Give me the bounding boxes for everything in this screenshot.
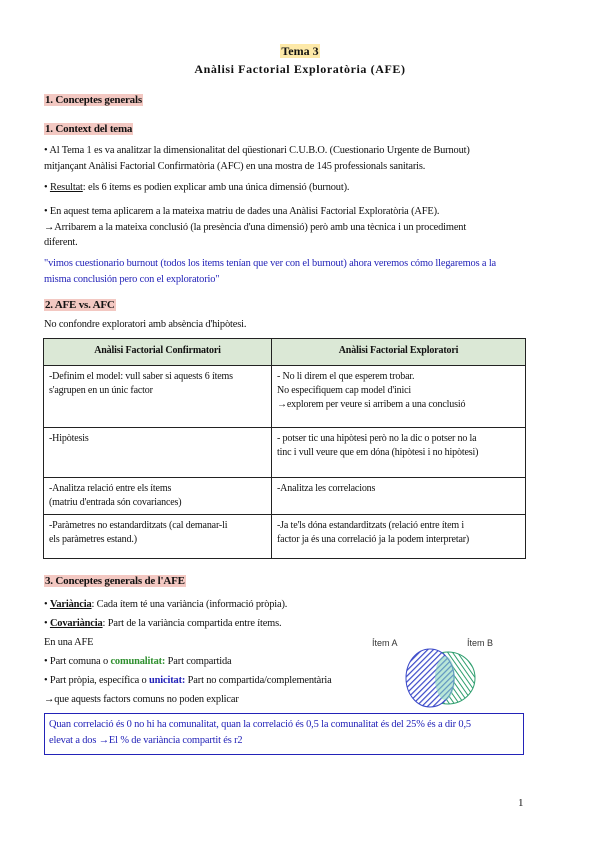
table-cell: -Definim el model: vull saber si aquests 6 ítems s'agrupen en un únic factor	[44, 366, 272, 428]
variance-definition: • Variància: Cada ítem té una variància (informació pròpia).	[44, 599, 288, 610]
table-row	[44, 428, 526, 478]
table-header-cell: Anàlisi Factorial Exploratori	[272, 339, 526, 366]
table-cell: -Analitza relació entre els ítems (matriu d'entrada són covariances)	[44, 478, 272, 515]
subsection-heading-context: 1. Context del tema	[45, 123, 133, 135]
section-heading-general: 1. Conceptes generals	[45, 94, 142, 106]
table-header-cell: Anàlisi Factorial Confirmatori	[44, 339, 272, 366]
venn-label-a: Ítem A	[372, 638, 398, 648]
table-cell: -Ja te'ls dóna estandarditzats (relació entre ítem i factor ja és una correlació ja la podem interpretar)	[272, 515, 526, 559]
unicitat-line: • Part pròpia, específica o unicitat: Part no compartida/complementària	[44, 675, 332, 686]
table-row	[44, 366, 526, 428]
table-cell: -Analitza les correlacions	[272, 478, 526, 515]
covariance-definition: • Covariància: Part de la variància compartida entre ítems.	[44, 618, 282, 629]
section2-intro: No confondre exploratori amb absència d'hipòtesi.	[44, 319, 247, 330]
annotation-quote: "vimos cuestionario burnout (todos los items tenían que ver con el burnout) ahora veremos cómo llegaremos a la misma conclusión pero con el exploratorio"	[44, 258, 497, 285]
page-title: Anàlisi Factorial Exploratòria (AFE)	[194, 62, 406, 76]
comunalitat-line: • Part comuna o comunalitat: Part compartida	[44, 656, 232, 667]
table-row	[44, 478, 526, 515]
section-heading-afe-vs-afc: 2. AFE vs. AFC	[45, 299, 115, 311]
table-header-row	[44, 339, 526, 366]
table-cell: -Hipòtesis	[44, 428, 272, 478]
context-paragraph-3: • En aquest tema aplicarem a la mateixa matriu de dades una Anàlisi Factorial Exploratòria (AFE). →Arribarem a la mateixa conclusió (la presència d'una dimensió) però amb una tècnica i un procediment diferent.	[44, 206, 467, 248]
context-paragraph-1: • Al Tema 1 es va analitzar la dimensionalitat del qüestionari C.U.B.O. (Cuestionario Urgente de Burnout) mitjançant Anàlisi Factorial Confirmatòria (AFC) en una mostra de 145 professionals sanitaris.	[44, 145, 470, 172]
table-cell: -Paràmetres no estandarditzats (cal demanar-li els paràmetres estand.)	[44, 515, 272, 559]
arrow-note: →que aquests factors comuns no poden explicar	[44, 694, 239, 705]
venn-overlap	[435, 656, 455, 700]
section-heading-afe-concepts: 3. Conceptes generals de l'AFE	[45, 575, 185, 587]
comparison-table	[43, 338, 526, 559]
page-number: 1	[518, 797, 524, 809]
venn-label-b: Ítem B	[467, 638, 494, 648]
topic-number: Tema 3	[281, 44, 319, 58]
table-row	[44, 515, 526, 559]
result-paragraph: • Resultat: els 6 ítems es podien explicar amb una única dimensió (burnout).	[44, 182, 350, 193]
venn-diagram	[370, 633, 500, 713]
table-cell: - potser tic una hipòtesi però no la dic o potser no la tinc i vull veure que em dóna (hipòtesi i no hipòtesi)	[272, 428, 526, 478]
correlation-note-box: Quan correlació és 0 no hi ha comunalitat, quan la correlació és 0,5 la comunalitat és del 25% és a dir 0,5 elevat a dos →El % de variància compartit és r2	[44, 713, 524, 755]
afe-intro: En una AFE	[44, 637, 94, 648]
table-cell: - No li direm el que esperem trobar. No especifiquem cap model d'inici →explorem per veure si arribem a una conclusió	[272, 366, 526, 428]
venn-drawing	[370, 633, 500, 713]
